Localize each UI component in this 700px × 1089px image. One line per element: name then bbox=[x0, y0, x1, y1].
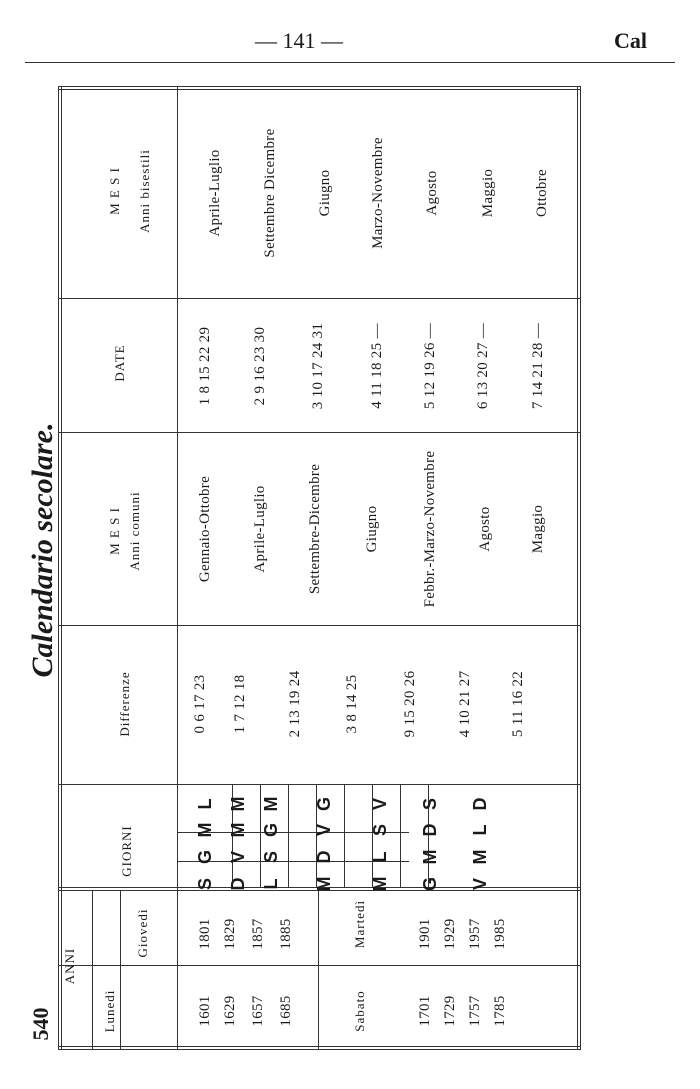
giorni-letter: D bbox=[313, 850, 334, 864]
giorni-letter: M bbox=[369, 876, 390, 892]
header-rule bbox=[25, 62, 675, 63]
giorni-letter: M bbox=[227, 796, 248, 812]
giorni-letter: M bbox=[227, 822, 248, 838]
date: 3 10 17 24 31 bbox=[309, 322, 326, 410]
header-giorni: GIORNI bbox=[119, 825, 134, 877]
giovedi-year: 1929 bbox=[441, 918, 458, 950]
date: 7 14 21 28 — bbox=[529, 322, 546, 410]
date: 5 12 19 26 — bbox=[421, 322, 438, 410]
header-giovedi: Giovedì bbox=[135, 908, 150, 958]
mesi-bisestili: Aprile-Luglio bbox=[206, 149, 223, 237]
date: 2 9 16 23 30 bbox=[251, 326, 268, 406]
giorni-rule bbox=[288, 784, 289, 887]
giovedi-year: 1957 bbox=[466, 918, 483, 950]
giorni-letter: G bbox=[194, 850, 215, 865]
lunedi-year: 1601 bbox=[196, 995, 213, 1027]
anni-rule bbox=[92, 890, 93, 1050]
header-anni-bisestili: Anni bisestili bbox=[137, 149, 152, 233]
header-martedi: Martedì bbox=[352, 899, 367, 949]
differenze: 3 8 14 25 bbox=[343, 674, 360, 734]
lunedi-year: 1701 bbox=[416, 995, 433, 1027]
differenze: 5 11 16 22 bbox=[509, 670, 526, 738]
giorni-rule bbox=[344, 784, 345, 887]
date: 6 13 20 27 — bbox=[474, 322, 491, 410]
giorni-letter: L bbox=[194, 798, 215, 810]
differenze: 4 10 21 27 bbox=[456, 670, 473, 738]
differenze: 0 6 17 23 bbox=[191, 674, 208, 734]
mesi-bisestili: Settembre Dicembre bbox=[261, 128, 278, 258]
giovedi-year: 1885 bbox=[277, 918, 294, 950]
giovedi-year: 1829 bbox=[221, 918, 238, 950]
mesi-comuni: Gennaio-Ottobre bbox=[196, 475, 213, 583]
lunedi-year: 1757 bbox=[466, 995, 483, 1027]
header-column-rule bbox=[177, 86, 178, 1050]
giorni-letter: M bbox=[313, 876, 334, 892]
section-rule bbox=[58, 625, 580, 626]
giorni-letter: M bbox=[260, 796, 281, 812]
header-lunedi: Lunedì bbox=[102, 989, 117, 1033]
table-bottom-border bbox=[58, 1049, 580, 1050]
giorni-letter: V bbox=[227, 851, 248, 864]
header-anni-comuni: Anni comuni bbox=[127, 491, 142, 571]
header-mesi-comuni: M E S I bbox=[107, 507, 122, 555]
giorni-letter: G bbox=[260, 823, 281, 838]
table-left-border bbox=[61, 86, 62, 1050]
page-title: Calendario secolare. bbox=[26, 422, 59, 678]
running-head: Cal bbox=[614, 28, 647, 53]
lunedi-year: 1785 bbox=[491, 995, 508, 1027]
giorni-letter: S bbox=[419, 798, 440, 811]
giorni-letter: D bbox=[469, 797, 490, 811]
mesi-bisestili: Ottobre bbox=[533, 169, 550, 217]
giovedi-year: 1985 bbox=[491, 918, 508, 950]
mesi-comuni: Aprile-Luglio bbox=[251, 485, 268, 573]
lunedi-year: 1657 bbox=[249, 995, 266, 1027]
table-right-border bbox=[580, 86, 581, 1050]
giorni-letter: L bbox=[469, 824, 490, 836]
mesi-comuni: Febbr.-Marzo-Novembre bbox=[421, 450, 438, 608]
lunedi-year: 1629 bbox=[221, 995, 238, 1027]
section-rule bbox=[58, 298, 580, 299]
mesi-comuni: Giugno bbox=[363, 505, 380, 553]
giorni-letter: D bbox=[419, 823, 440, 837]
header-mesi-bisestili: M E S I bbox=[107, 167, 122, 215]
section-rule bbox=[58, 432, 580, 433]
giorni-letter: G bbox=[313, 797, 334, 812]
giovedi-year: 1901 bbox=[416, 918, 433, 950]
header-differenze: Differenze bbox=[117, 671, 132, 737]
differenze: 1 7 12 18 bbox=[231, 674, 248, 734]
giorni-letter: L bbox=[260, 878, 281, 890]
giorni-letter: D bbox=[227, 877, 248, 891]
giovedi-year: 1801 bbox=[196, 918, 213, 950]
giorni-letter: G bbox=[419, 877, 440, 892]
giorni-letter: S bbox=[369, 824, 390, 837]
mesi-bisestili: Marzo-Novembre bbox=[369, 137, 386, 249]
header-sabato: Sabato bbox=[352, 990, 367, 1032]
mesi-bisestili: Maggio bbox=[479, 168, 496, 218]
giorni-letter: S bbox=[194, 878, 215, 891]
lunedi-year: 1729 bbox=[441, 995, 458, 1027]
header-anni: ANNI bbox=[62, 947, 77, 985]
running-page-number: — 141 — bbox=[255, 28, 343, 53]
giorni-letter: V bbox=[313, 824, 334, 837]
table-left-border bbox=[58, 86, 59, 1050]
mesi-comuni: Maggio bbox=[529, 504, 546, 554]
table-top-border bbox=[58, 86, 580, 87]
lunedi-year: 1685 bbox=[277, 995, 294, 1027]
page-number: 540 bbox=[28, 1007, 53, 1041]
date: 4 11 18 25 — bbox=[368, 323, 385, 409]
table-top-border bbox=[58, 89, 580, 90]
mesi-comuni: Agosto bbox=[476, 506, 493, 552]
giovedi-year: 1857 bbox=[249, 918, 266, 950]
giorni-letter: V bbox=[369, 798, 390, 811]
giorni-letter: M bbox=[469, 849, 490, 865]
differenze: 2 13 19 24 bbox=[286, 670, 303, 738]
giorni-letter: L bbox=[369, 851, 390, 863]
giorni-letter: M bbox=[419, 849, 440, 865]
anni-rule bbox=[318, 890, 319, 1050]
header-date: DATE bbox=[112, 344, 127, 382]
mesi-bisestili: Agosto bbox=[423, 170, 440, 216]
giorni-rule bbox=[400, 784, 401, 887]
giorni-letter: M bbox=[194, 822, 215, 838]
differenze: 9 15 20 26 bbox=[401, 670, 418, 738]
giorni-letter: S bbox=[260, 851, 281, 864]
table-bottom-border bbox=[58, 1046, 580, 1047]
date: 1 8 15 22 29 bbox=[196, 326, 213, 406]
table-right-border bbox=[577, 86, 578, 1050]
giorni-letter: V bbox=[469, 878, 490, 891]
mesi-bisestili: Giugno bbox=[316, 169, 333, 217]
mesi-comuni: Settembre-Dicembre bbox=[306, 463, 323, 595]
